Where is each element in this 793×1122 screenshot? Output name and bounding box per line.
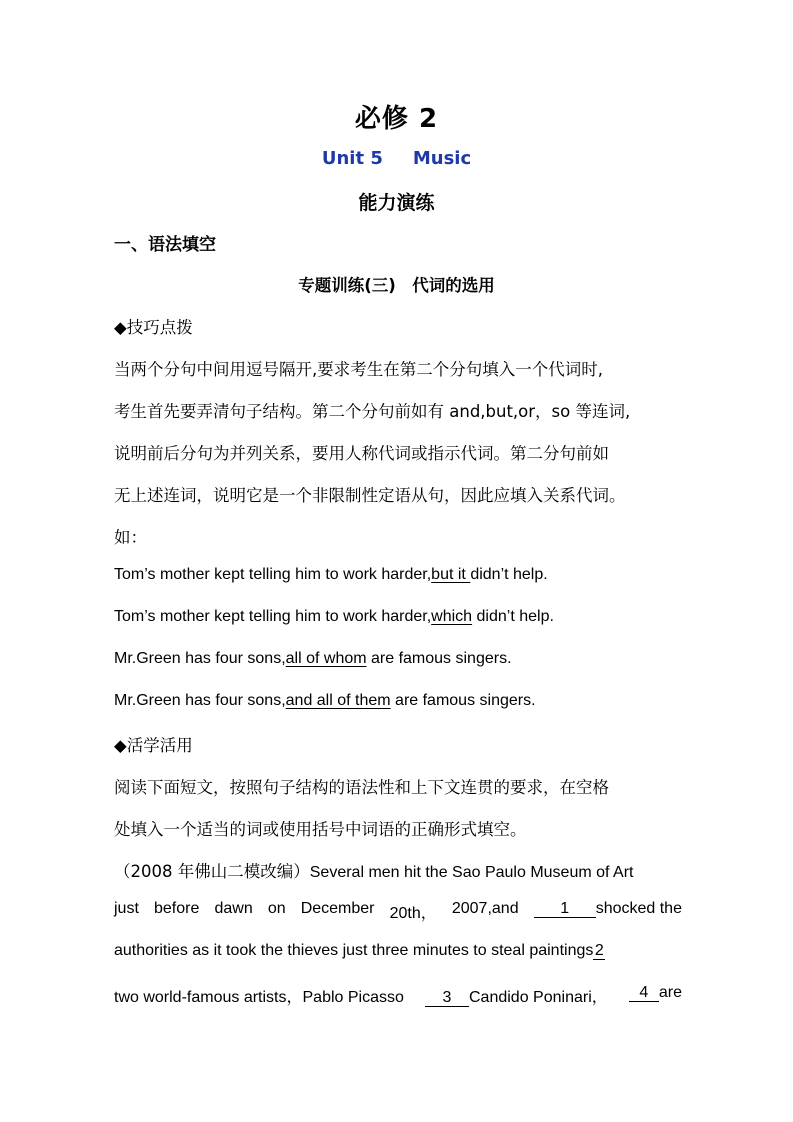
instruction-line: 处填入一个适当的词或使用括号中词语的正确形式填空。 bbox=[114, 820, 527, 839]
unit-number: Unit 5 bbox=[321, 148, 383, 169]
book-title: 必修 2 bbox=[354, 104, 439, 134]
example-answer: but it bbox=[431, 566, 471, 583]
section-title: 能力演练 bbox=[358, 192, 435, 214]
example-answer: which bbox=[431, 608, 473, 625]
example-sentence: Tom’s mother kept telling him to work harder,which didn’t help. bbox=[114, 608, 554, 625]
passage-source: （2008 年佛山二模改编） bbox=[114, 862, 310, 881]
passage-line: （2008 年佛山二模改编）Several men hit the Sao Paulo Museum of Art bbox=[114, 862, 634, 881]
instruction-line: 阅读下面短文，按照句子结构的语法性和上下文连贯的要求，在空格 bbox=[114, 778, 609, 797]
blank-4[interactable]: 4 bbox=[629, 984, 659, 1002]
tips-line: 考生首先要弄清句子结构。第二个分句前如有 and,but,or，so 等连词, bbox=[114, 402, 631, 421]
blank-3[interactable]: 3 bbox=[425, 989, 469, 1007]
tips-line: 如： bbox=[114, 528, 147, 547]
passage-line: authorities as it took the thieves just three minutes to steal paintings2 bbox=[114, 942, 604, 959]
topic-title: 专题训练(三) 代词的选用 bbox=[298, 276, 495, 295]
tips-line: 说明前后分句为并列关系，要用人称代词或指示代词。第二分句前如 bbox=[114, 444, 609, 463]
part-heading: 一、语法填空 bbox=[114, 235, 216, 255]
example-sentence: Tom’s mother kept telling him to work harder,but it didn’t help. bbox=[114, 566, 548, 583]
tips-line: 当两个分句中间用逗号隔开,要求考生在第二个分句填入一个代词时, bbox=[114, 360, 603, 379]
example-sentence: Mr.Green has four sons,and all of them are famous singers. bbox=[114, 692, 536, 709]
passage-line: just before dawn on December 20th， 2007,and 1 shocked the bbox=[114, 900, 682, 922]
example-answer: all of whom bbox=[285, 650, 367, 667]
unit-heading bbox=[0, 148, 793, 169]
practice-label: ◆活学活用 bbox=[114, 736, 193, 755]
blank-1[interactable]: 1 bbox=[534, 900, 596, 918]
example-sentence: Mr.Green has four sons,all of whom are famous singers. bbox=[114, 650, 512, 667]
example-answer: and all of them bbox=[285, 692, 391, 709]
unit-name: Music bbox=[412, 148, 472, 169]
blank-2[interactable]: 2 bbox=[594, 942, 604, 959]
passage-line: two world-famous artists，Pablo Picasso 3 Candido Poninari， 4 are bbox=[114, 984, 682, 1006]
tips-label: ◆技巧点拨 bbox=[114, 318, 193, 337]
tips-line: 无上述连词，说明它是一个非限制性定语从句，因此应填入关系代词。 bbox=[114, 486, 626, 505]
